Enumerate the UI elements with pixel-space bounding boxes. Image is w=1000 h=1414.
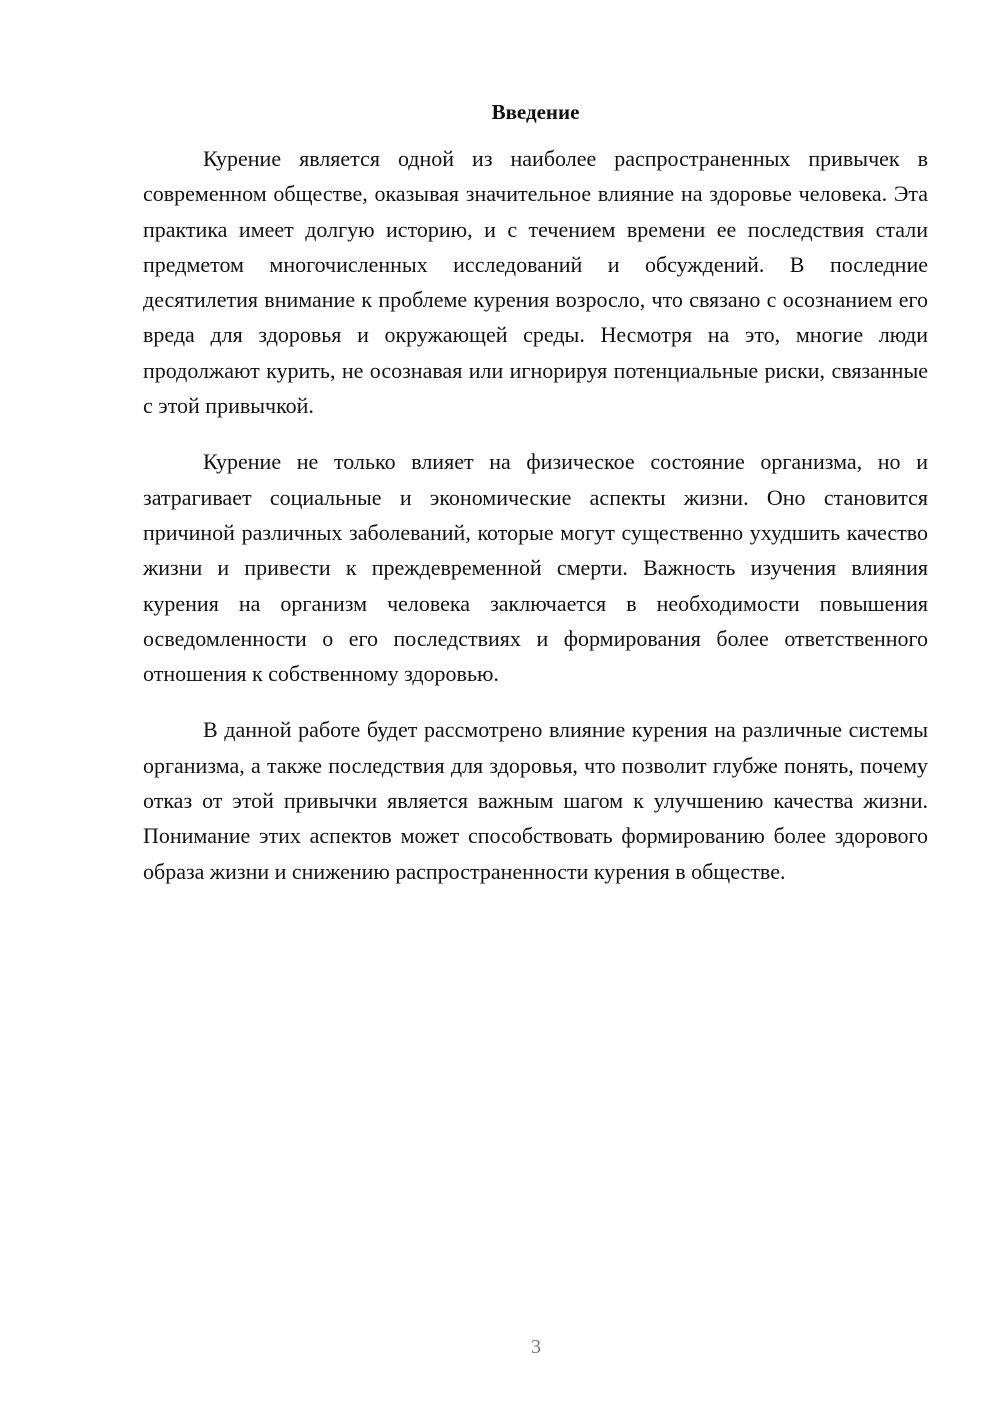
paragraph-2: Курение не только влияет на физическое состояние организма, но и затрагивает социальные и экономические аспекты жизни. Оно становится причиной различных заболеваний, которые могут существенно ухудшить качество жизни и привести к преждевременной смерти. Важность изучения влияния курения на организм человека заключается в необходимости повышения осведомленности о его последствиях и формирования более ответственного отношения к собственному здоровью. xyxy=(143,449,928,687)
section-heading: Введение xyxy=(491,100,580,124)
paragraph-1: Курение является одной из наиболее распространенных привычек в современном обществе, оказывая значительное влияние на здоровье человека. Эта практика имеет долгую историю, и с течением времени ее последствия стали предметом многочисленных исследований и обсуждений. В последние десятилетия внимание к проблеме курения возросло, что связано с осознанием его вреда для здоровья и окружающей среды. Несмотря на это, многие люди продолжают курить, не осознавая или игнорируя потенциальные риски, связанные с этой привычкой. xyxy=(143,146,928,419)
document-body xyxy=(143,141,928,889)
paragraph-3: В данной работе будет рассмотрено влияние курения на различные системы организма, а также последствия для здоровья, что позволит глубже понять, почему отказ от этой привычки является важным шагом к улучшению качества жизни. Понимание этих аспектов может способствовать формированию более здорового образа жизни и снижению распространенности курения в обществе. xyxy=(143,717,928,884)
page-number: 3 xyxy=(531,1336,541,1358)
